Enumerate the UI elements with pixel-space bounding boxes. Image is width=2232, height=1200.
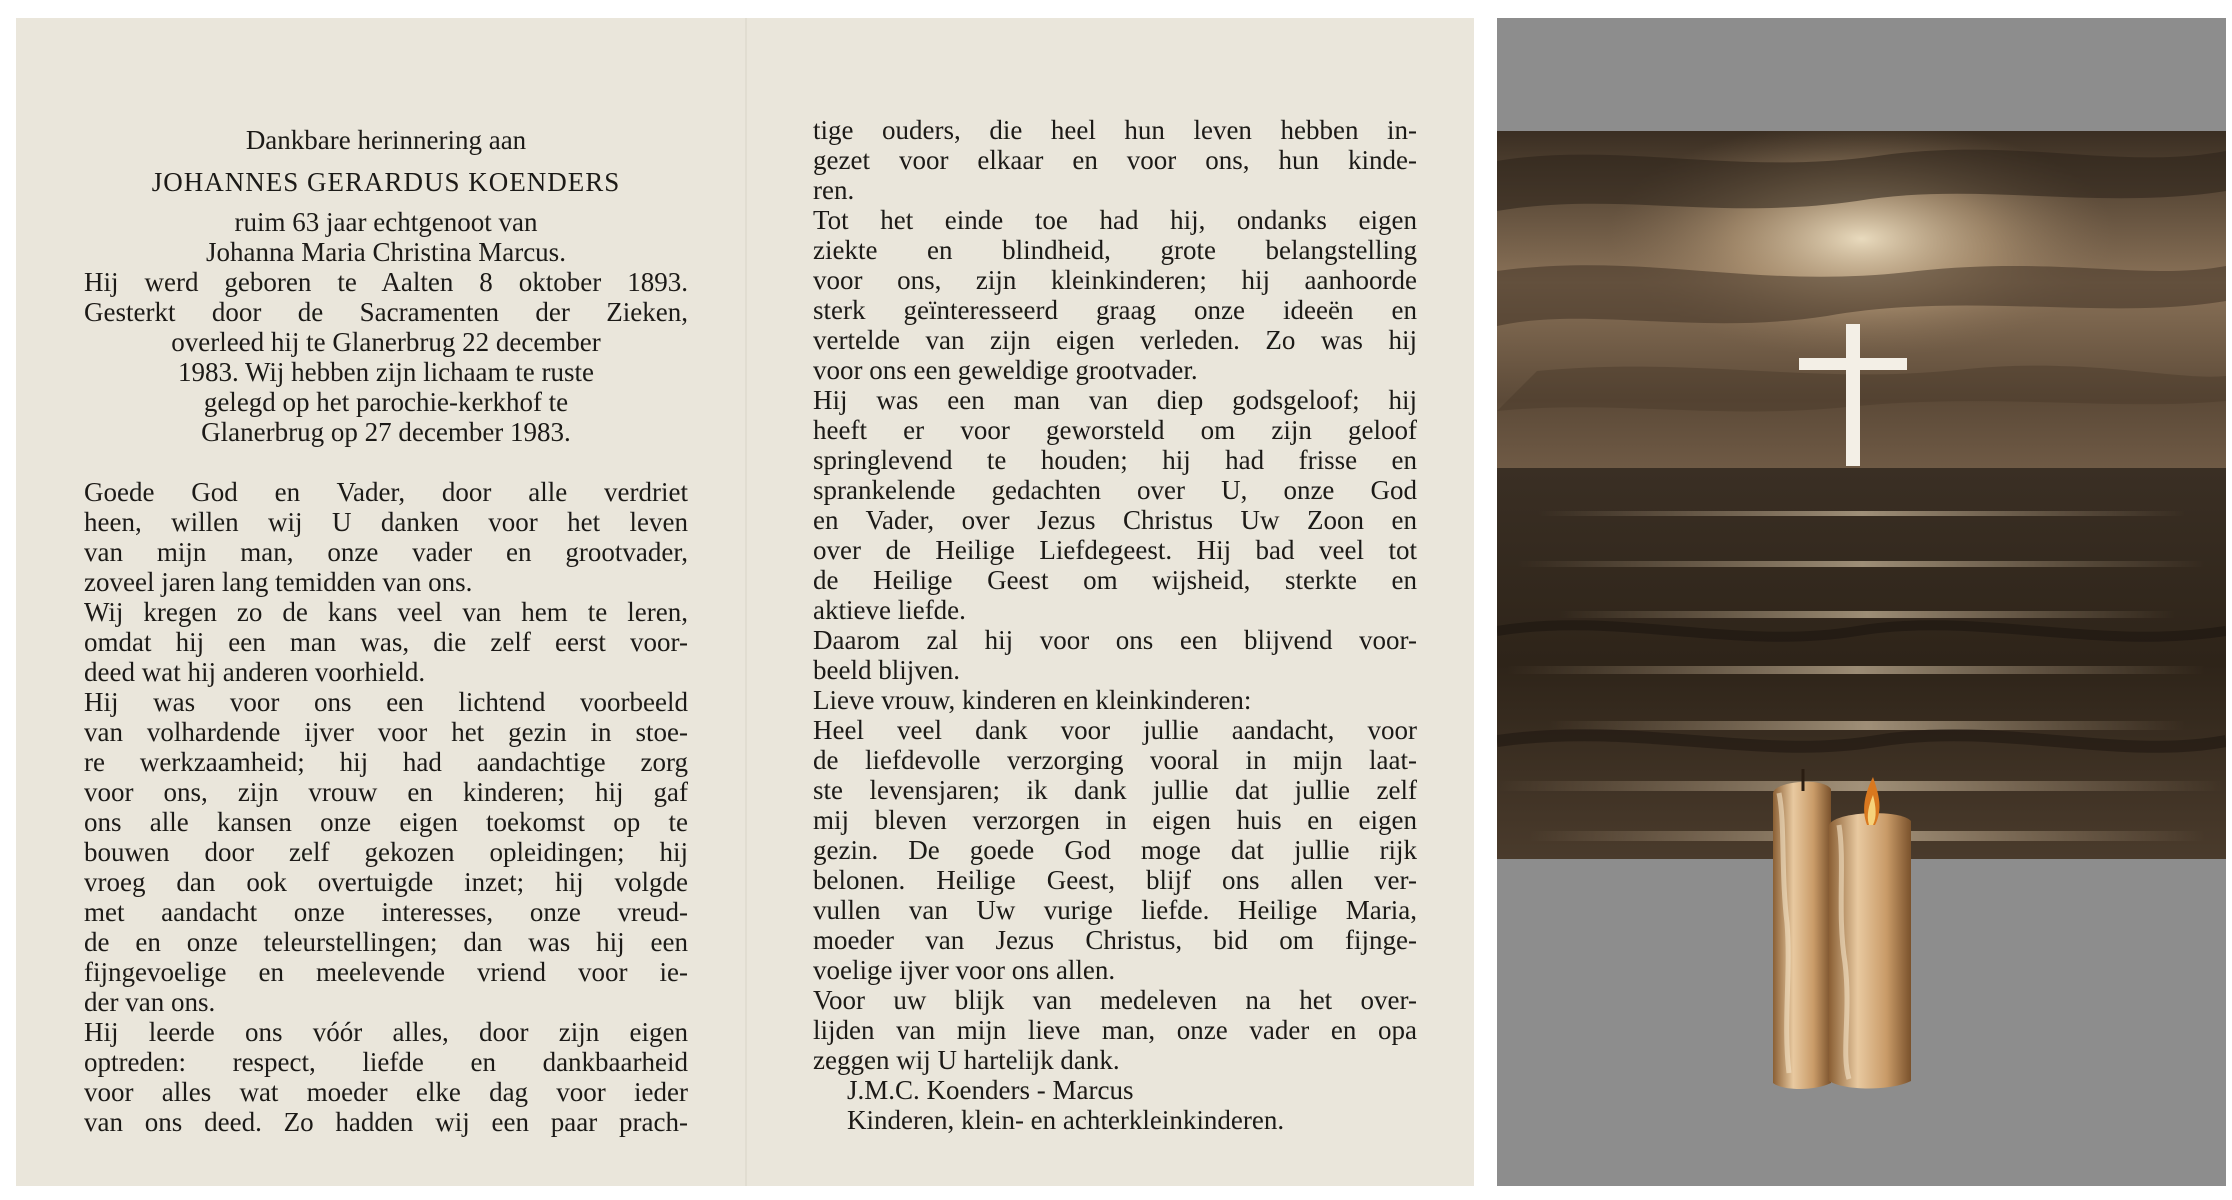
text-line: sprankelende gedachten over U, onze God [813,475,1417,505]
text-line: de Heilige Geest om wijsheid, sterkte en [813,565,1417,595]
text-line: deed wat hij anderen voorhield. [84,657,426,687]
text-line: vullen van Uw vurige liefde. Heilige Maria, [813,895,1417,925]
text-line: beeld blijven. [813,655,960,685]
text-line: Hij was een man van diep godsgeloof; hij [813,385,1417,415]
text-line: van volhardende ijver voor het gezin in stoe- [84,717,688,747]
text-line: van ons deed. Zo hadden wij een paar prach- [84,1107,688,1137]
text-line: Lieve vrouw, kinderen en kleinkinderen: [813,685,1252,715]
text-line: van mijn man, onze vader en grootvader, [84,537,688,567]
text-line: optreden: respect, liefde en dankbaarheid [84,1047,688,1077]
text-line: en Vader, over Jezus Christus Uw Zoon en [813,505,1417,535]
text-line: voor alles wat moeder elke dag voor ieder [84,1077,688,1107]
text-line: vroeg dan ook overtuigde inzet; hij volgde [84,867,688,897]
text-line: der van ons. [84,987,216,1017]
text-line: Daarom zal hij voor ons een blijvend voor- [813,625,1417,655]
text-line: gelegd op het parochie-kerkhof te [203,387,569,417]
text-line: omdat hij een man was, die zelf eerst voor- [84,627,688,657]
text-line: lijden van mijn lieve man, onze vader en opa [813,1015,1417,1045]
memorial-card-text [16,18,1474,1186]
text-line: Hij leerde ons vóór alles, door zijn eigen [84,1017,688,1047]
text-line: Hij was voor ons een lichtend voorbeeld [84,687,688,717]
text-line: Dankbare herinnering aan [245,125,527,155]
text-line: tige ouders, die heel hun leven hebben in- [813,115,1417,145]
text-line: gezin. De goede God moge dat jullie rijk [813,835,1417,865]
text-line: ren. [813,175,855,205]
text-line: zoveel jaren lang temidden van ons. [84,567,473,597]
text-line: voelige ijver voor ons allen. [813,955,1116,985]
text-line: Glanerbrug op 27 december 1983. [201,417,571,447]
memorial-card-picture [1497,18,2226,1186]
text-line: over de Heilige Liefdegeest. Hij bad veel tot [813,535,1417,565]
text-line: de liefdevolle verzorging vooral in mijn laat- [813,745,1417,775]
text-line: gezet voor elkaar en voor ons, hun kinde- [813,145,1417,175]
text-line: moeder van Jezus Christus, bid om fijnge- [813,925,1417,955]
text-line: heeft er voor geworsteld om zijn geloof [813,415,1417,445]
text-line: Kinderen, klein- en achterkleinkinderen. [847,1105,1285,1135]
text-line: bouwen door zelf gekozen opleidingen; hij [84,837,688,867]
text-line: met aandacht onze interesses, onze vreud- [84,897,688,927]
text-line: 1983. Wij hebben zijn lichaam te ruste [177,357,595,387]
text-line: Tot het einde toe had hij, ondanks eigen [813,205,1417,235]
text-line: de en onze teleurstellingen; dan was hij een [84,927,688,957]
cross-icon [1846,324,1860,466]
text-line: vertelde van zijn eigen verleden. Zo was hij [813,325,1417,355]
text-line: aktieve liefde. [813,595,966,625]
text-line: Hij werd geboren te Aalten 8 oktober 1893. [84,267,688,297]
fold-line [745,18,747,1186]
text-line: voor ons, zijn vrouw en kinderen; hij gaf [84,777,688,807]
text-line: Wij kregen zo de kans veel van hem te leren, [84,597,688,627]
text-line: overleed hij te Glanerbrug 22 december [171,327,601,357]
cross-icon-bar [1799,358,1907,370]
text-line: ruim 63 jaar echtgenoot van [234,207,538,237]
text-line: Goede God en Vader, door alle verdriet [84,477,688,507]
text-line: Heel veel dank voor jullie aandacht, voor [813,715,1417,745]
text-line: belonen. Heilige Geest, blijf ons allen ver- [813,865,1417,895]
text-line: mij bleven verzorgen in eigen huis en eigen [813,805,1417,835]
text-line: JOHANNES GERARDUS KOENDERS [151,167,621,197]
text-line: ziekte en blindheid, grote belangstelling [813,235,1417,265]
text-line: ons alle kansen onze eigen toekomst op te [84,807,688,837]
text-line: ste levensjaren; ik dank jullie dat jullie zelf [813,775,1417,805]
text-line: voor ons een geweldige grootvader. [813,355,1198,385]
text-line: springlevend te houden; hij had frisse en [813,445,1417,475]
candles-icon [1765,763,1935,1093]
text-line: Johanna Maria Christina Marcus. [206,237,566,267]
text-line: heen, willen wij U danken voor het leven [84,507,688,537]
text-line: Gesterkt door de Sacramenten der Zieken, [84,297,688,327]
text-line: re werkzaamheid; hij had aandachtige zorg [84,747,688,777]
text-line: zeggen wij U hartelijk dank. [813,1045,1120,1075]
sea-sunset-photo [1497,131,2226,859]
text-line: fijngevoelige en meelevende vriend voor ie- [84,957,688,987]
text-line: voor ons, zijn kleinkinderen; hij aanhoorde [813,265,1417,295]
text-line: J.M.C. Koenders - Marcus [847,1075,1134,1105]
text-line: Voor uw blijk van medeleven na het over- [813,985,1417,1015]
text-line: sterk geïnteresseerd graag onze ideeën en [813,295,1417,325]
